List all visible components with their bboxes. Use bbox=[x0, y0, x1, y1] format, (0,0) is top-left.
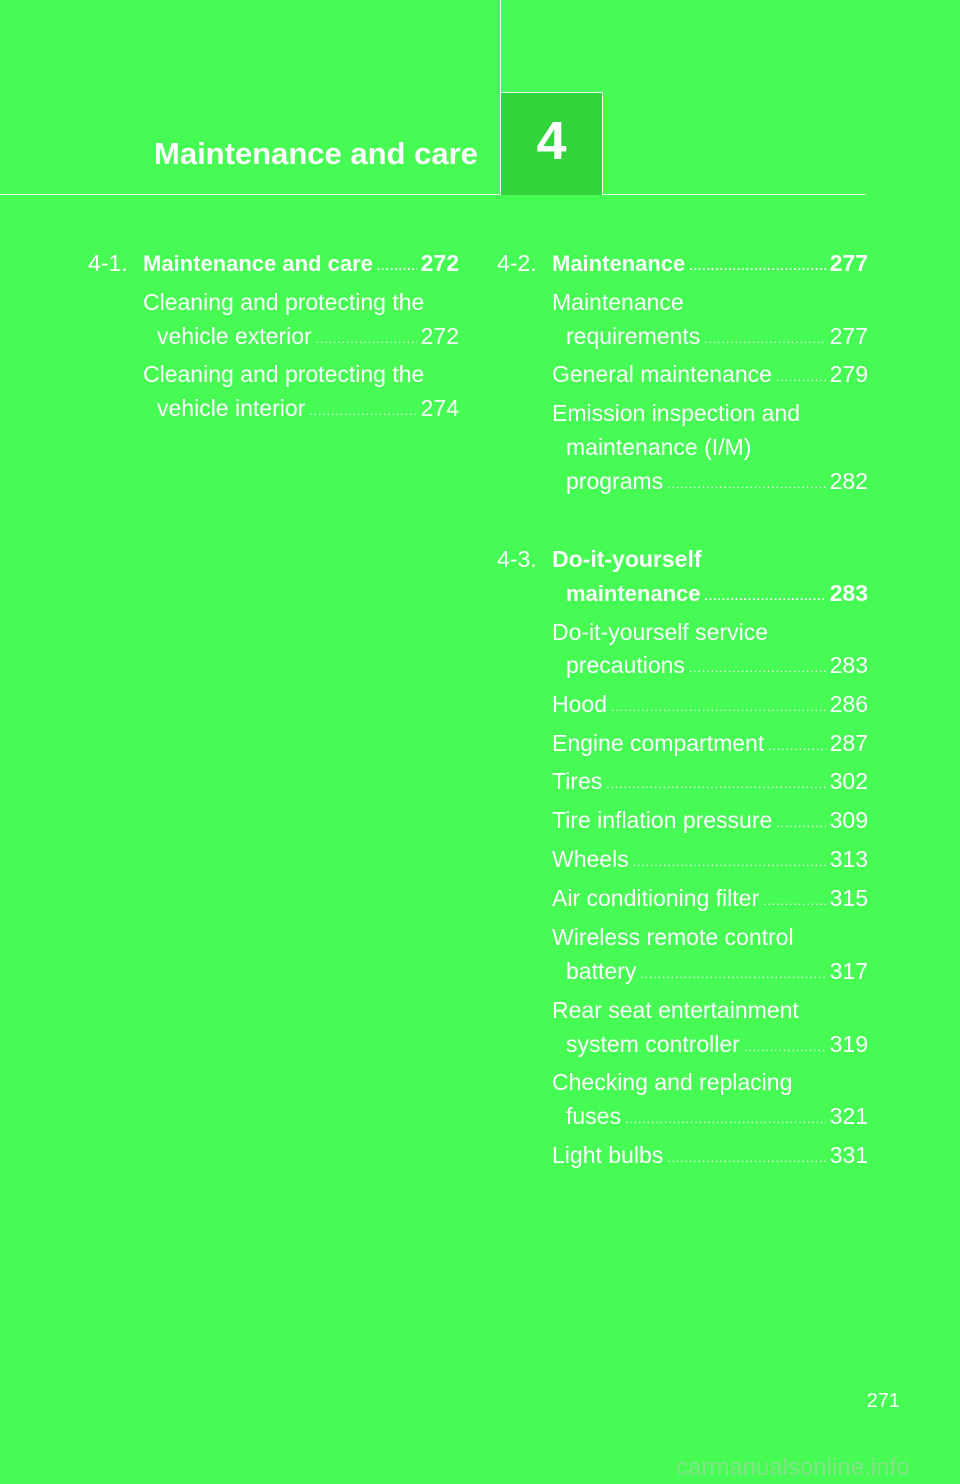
toc-entry-label[interactable]: Checking and replacing bbox=[552, 1069, 793, 1095]
toc-page-number: 283 bbox=[829, 652, 868, 678]
toc-section-4-1[interactable] bbox=[143, 246, 459, 284]
toc-entry-label: Hood bbox=[552, 691, 607, 717]
section-number-4-3: 4-3. bbox=[497, 546, 537, 572]
toc-page-number: 313 bbox=[829, 846, 868, 872]
leader-dots bbox=[744, 1030, 826, 1064]
toc-section-title: Maintenance bbox=[552, 251, 686, 276]
toc-entry[interactable] bbox=[552, 803, 868, 841]
toc-entry[interactable] bbox=[566, 1099, 868, 1137]
toc-entry[interactable] bbox=[566, 464, 868, 502]
toc-entry[interactable] bbox=[552, 1138, 868, 1176]
section-number-4-2: 4-2. bbox=[497, 250, 537, 276]
toc-entry[interactable] bbox=[566, 1027, 868, 1065]
leader-dots bbox=[667, 1141, 825, 1175]
section-number-4-1: 4-1. bbox=[88, 250, 128, 276]
chapter-number-tab bbox=[500, 92, 603, 195]
toc-section-4-3[interactable] bbox=[566, 576, 868, 614]
toc-entry-label[interactable]: Emission inspection and bbox=[552, 400, 801, 426]
toc-entry[interactable] bbox=[552, 357, 868, 395]
toc-page-number: 315 bbox=[829, 885, 868, 911]
toc-entry[interactable] bbox=[566, 954, 868, 992]
leader-dots bbox=[316, 322, 417, 356]
toc-page-number: 282 bbox=[829, 468, 868, 494]
leader-dots bbox=[611, 690, 826, 724]
toc-entry-label: Light bulbs bbox=[552, 1142, 664, 1168]
toc-page-number: 277 bbox=[829, 250, 868, 276]
toc-entry-label[interactable]: Cleaning and protecting the bbox=[143, 361, 425, 387]
toc-entry-label: Tires bbox=[552, 768, 603, 794]
leader-dots bbox=[689, 249, 825, 283]
toc-entry-label: Tire inflation pressure bbox=[552, 807, 773, 833]
toc-page-number: 302 bbox=[829, 768, 868, 794]
toc-page-number: 286 bbox=[829, 691, 868, 717]
page-number: 271 bbox=[866, 1390, 900, 1412]
toc-entry-label[interactable]: Cleaning and protecting the bbox=[143, 289, 425, 315]
chapter-number: 4 bbox=[536, 111, 567, 171]
leader-dots bbox=[640, 957, 825, 991]
chapter-title: Maintenance and care bbox=[154, 136, 478, 171]
toc-page-number: 283 bbox=[829, 580, 868, 606]
toc-entry[interactable] bbox=[552, 881, 868, 919]
toc-page-number: 287 bbox=[829, 730, 868, 756]
toc-entry[interactable] bbox=[552, 726, 868, 764]
toc-entry-label[interactable]: maintenance (I/M) bbox=[566, 434, 752, 460]
toc-page-number: 319 bbox=[829, 1031, 868, 1057]
leader-dots bbox=[776, 806, 825, 840]
toc-entry-label[interactable]: Maintenance bbox=[552, 289, 684, 315]
toc-page-number: 331 bbox=[829, 1142, 868, 1168]
toc-page-number: 279 bbox=[829, 361, 868, 387]
toc-section-title: maintenance bbox=[566, 581, 701, 606]
toc-entry[interactable] bbox=[566, 648, 868, 686]
toc-page-number: 309 bbox=[829, 807, 868, 833]
toc-section-title[interactable]: Do-it-yourself bbox=[552, 546, 702, 572]
toc-entry[interactable] bbox=[552, 842, 868, 880]
toc-entry-label: Engine compartment bbox=[552, 730, 765, 756]
toc-entry-label: fuses bbox=[566, 1103, 621, 1129]
toc-entry-label: requirements bbox=[566, 323, 701, 349]
toc-entry-label: precautions bbox=[566, 652, 685, 678]
leader-dots bbox=[776, 360, 826, 394]
toc-page-number: 317 bbox=[829, 958, 868, 984]
toc-entry-label: Air conditioning filter bbox=[552, 885, 760, 911]
toc-page-number: 272 bbox=[420, 250, 459, 276]
toc-entry[interactable] bbox=[157, 391, 459, 429]
toc-entry[interactable] bbox=[552, 764, 868, 802]
watermark: carmanualsonline.info bbox=[676, 1454, 910, 1481]
leader-dots bbox=[606, 767, 825, 801]
leader-dots bbox=[377, 249, 417, 283]
leader-dots bbox=[768, 729, 825, 763]
toc-entry-label: system controller bbox=[566, 1031, 740, 1057]
toc-page-number: 274 bbox=[420, 395, 459, 421]
leader-dots bbox=[309, 394, 416, 428]
toc-entry-label: battery bbox=[566, 958, 637, 984]
leader-dots bbox=[705, 579, 826, 613]
toc-entry-label[interactable]: Wireless remote control bbox=[552, 924, 794, 950]
leader-dots bbox=[689, 651, 826, 685]
toc-entry-label: vehicle exterior bbox=[157, 323, 312, 349]
toc-entry-label: vehicle interior bbox=[157, 395, 306, 421]
toc-entry-label: General maintenance bbox=[552, 361, 772, 387]
leader-dots bbox=[625, 1102, 826, 1136]
toc-page-number: 321 bbox=[829, 1103, 868, 1129]
toc-entry-label[interactable]: Rear seat entertainment bbox=[552, 997, 799, 1023]
header-horizontal-rule bbox=[0, 194, 866, 195]
leader-dots bbox=[633, 845, 826, 879]
toc-entry[interactable] bbox=[566, 319, 868, 357]
toc-entry[interactable] bbox=[552, 687, 868, 725]
leader-dots bbox=[763, 884, 826, 918]
toc-entry-label: Wheels bbox=[552, 846, 629, 872]
toc-page-number: 277 bbox=[829, 323, 868, 349]
toc-section-title: Maintenance and care bbox=[143, 251, 373, 276]
toc-page-number: 272 bbox=[420, 323, 459, 349]
leader-dots bbox=[704, 322, 825, 356]
leader-dots bbox=[667, 467, 825, 501]
toc-entry-label[interactable]: Do-it-yourself service bbox=[552, 619, 768, 645]
toc-section-4-2[interactable] bbox=[552, 246, 868, 284]
toc-entry[interactable] bbox=[157, 319, 459, 357]
toc-entry-label: programs bbox=[566, 468, 664, 494]
